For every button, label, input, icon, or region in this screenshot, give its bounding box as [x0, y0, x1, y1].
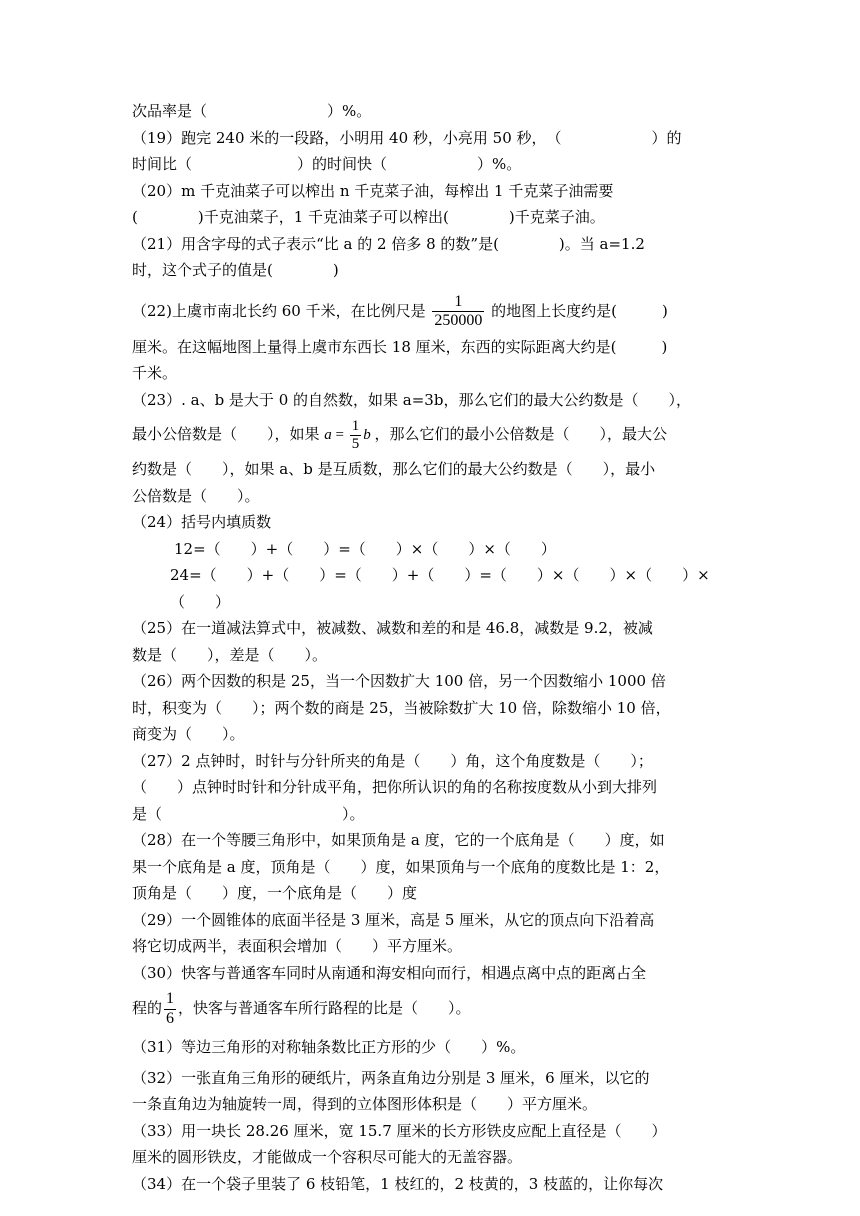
question-32-line-2: 一条直角边为轴旋转一周，得到的立体图形体积是（ ）平方厘米。 — [132, 1095, 598, 1113]
question-30-line-1: （30）快客与普通客车同时从南通和海安相向而行，相遇点离中点的距离占全 — [132, 963, 647, 982]
question-27-line-2: （ ）点钟时时针和分针成平角，把你所认识的角的名称按度数从小到大排列 — [132, 778, 658, 796]
question-27-line-3: 是（ ）。 — [132, 804, 365, 823]
question-22-line-2: 厘米。在这幅地图上量得上虞市东西长 18 厘米，东西的实际距离大约是( ) — [132, 337, 668, 356]
question-19-line-2: 时间比（ ）的时间快（ ）%。 — [132, 155, 522, 173]
equation-denominator: 5 — [351, 436, 360, 453]
equation-a-fifth-b — [324, 417, 374, 453]
question-33-line-1: （33）用一块长 28.26 厘米，宽 15.7 厘米的长方形铁皮应配上直径是（ ） — [132, 1121, 667, 1140]
equation-equals: = — [331, 427, 348, 443]
question-20-line-1: （20）m 千克油菜子可以榨出 n 千克菜子油，每榨出 1 千克菜子油需要 — [132, 181, 614, 200]
question-22-text-b: 的地图上长度约是( ) — [491, 301, 668, 320]
question-23-line-4: 公倍数是（ ）。 — [132, 486, 260, 505]
question-23-text-b: ，那么它们的最小公倍数是（ ），最大公 — [374, 425, 668, 443]
question-23-line-2 — [132, 413, 736, 456]
question-30-text-b: ，快客与普通客车所行路程的比是（ ）。 — [178, 999, 471, 1017]
question-29-line-1: （29）一个圆锥体的底面半径是 3 厘米，高是 5 厘米，从它的顶点向下沿着高 — [132, 910, 655, 929]
equation-fraction — [350, 418, 362, 454]
question-29-line-2: 将它切成两半，表面积会增加（ ）平方厘米。 — [132, 937, 463, 955]
question-23-line-3: 约数是（ ），如果 a、b 是互质数，那么它们的最大公约数是（ ），最小 — [132, 460, 656, 478]
equation-var: b — [363, 427, 371, 443]
question-26-line-1: （26）两个因数的积是 25，当一个因数扩大 100 倍，另一个因数缩小 1000 倍 — [132, 672, 666, 690]
question-26-line-3: 商变为（ ）。 — [132, 725, 245, 743]
question-27-line-1: （27）2 点钟时，时针与分针所夹的角是（ ）角，这个角度数是（ ）； — [132, 751, 653, 770]
question-32-line-1: （32）一张直角三角形的硬纸片，两条直角边分别是 3 厘米，6 厘米，以它的 — [132, 1068, 650, 1087]
equation-numerator: 1 — [350, 418, 362, 436]
question-22-text-a: （22)上虞市南北长约 60 千米，在比例尺是 — [132, 301, 426, 320]
question-28-line-1: （28）在一个等腰三角形中，如果顶角是 a 度，它的一个底角是（ ）度，如 — [132, 831, 665, 849]
equation-lhs: a — [324, 427, 332, 443]
question-26-line-2: 时，积变为（ ）；两个数的商是 25，当被除数扩大 10 倍，除数缩小 10 倍， — [132, 698, 671, 717]
exam-page — [132, 98, 736, 1197]
question-25-line-2: 数是（ ），差是（ ）。 — [132, 645, 328, 664]
question-31: （31）等边三角形的对称轴条数比正方形的少（ ）%。 — [132, 1038, 526, 1056]
question-24-line-2: 12=（ ）+（ ）=（ ）×（ ）×（ ） — [174, 539, 556, 558]
question-23-line-1: （23）. a、b 是大于 0 的自然数，如果 a=3b，那么它们的最大公约数是（ ）， — [132, 390, 691, 409]
question-22-line-1 — [132, 288, 736, 334]
question-18-tail: 次品率是（ ）%。 — [132, 102, 372, 120]
question-25-line-1: （25）在一道减法算式中，被减数、减数和差的和是 46.8，减数是 9.2，被减 — [132, 619, 653, 637]
one-sixth-fraction — [164, 990, 176, 1028]
question-24-line-3: 24=（ ）+（ ）=（ ）+（ ）=（ ）×（ ）×（ ）×（ ） — [170, 566, 710, 611]
question-33-line-2: 厘米的圆形铁皮，才能做成一个容积尽可能大的无盖容器。 — [132, 1148, 523, 1166]
question-21-line-1: （21）用含字母的式子表示“比 a 的 2 倍多 8 的数”是( )。当 a=1.2 — [132, 234, 645, 253]
question-34-line-1: （34）在一个袋子里装了 6 枝铅笔，1 枝红的，2 枝黄的，3 枝蓝的，让你每次 — [132, 1174, 664, 1193]
question-28-line-3: 顶角是（ ）度，一个底角是（ ）度 — [132, 884, 418, 902]
question-30-line-2 — [132, 986, 736, 1030]
question-28-line-2: 果一个底角是 a 度，顶角是（ ）度，如果顶角与一个底角的度数比是 1：2， — [132, 857, 670, 876]
one-sixth-numerator: 1 — [164, 990, 176, 1009]
scale-fraction — [432, 293, 484, 331]
question-24-line-1: （24）括号内填质数 — [132, 513, 272, 531]
question-30-text-a: 程的 — [132, 999, 163, 1017]
question-20-line-2: ( )千克油菜子，1 千克油菜子可以榨出( )千克菜子油。 — [132, 208, 605, 226]
scale-denominator: 250000 — [434, 312, 483, 329]
question-19-line-1: （19）跑完 240 米的一段路，小明用 40 秒，小亮用 50 秒， （ ）的 — [132, 128, 682, 147]
question-22-line-3: 千米。 — [132, 364, 178, 382]
question-21-line-2: 时，这个式子的值是( ) — [132, 261, 339, 279]
question-23-text-a: 最小公倍数是（ ），如果 — [132, 425, 320, 443]
scale-numerator: 1 — [432, 293, 484, 312]
one-sixth-denominator: 6 — [166, 1009, 175, 1027]
